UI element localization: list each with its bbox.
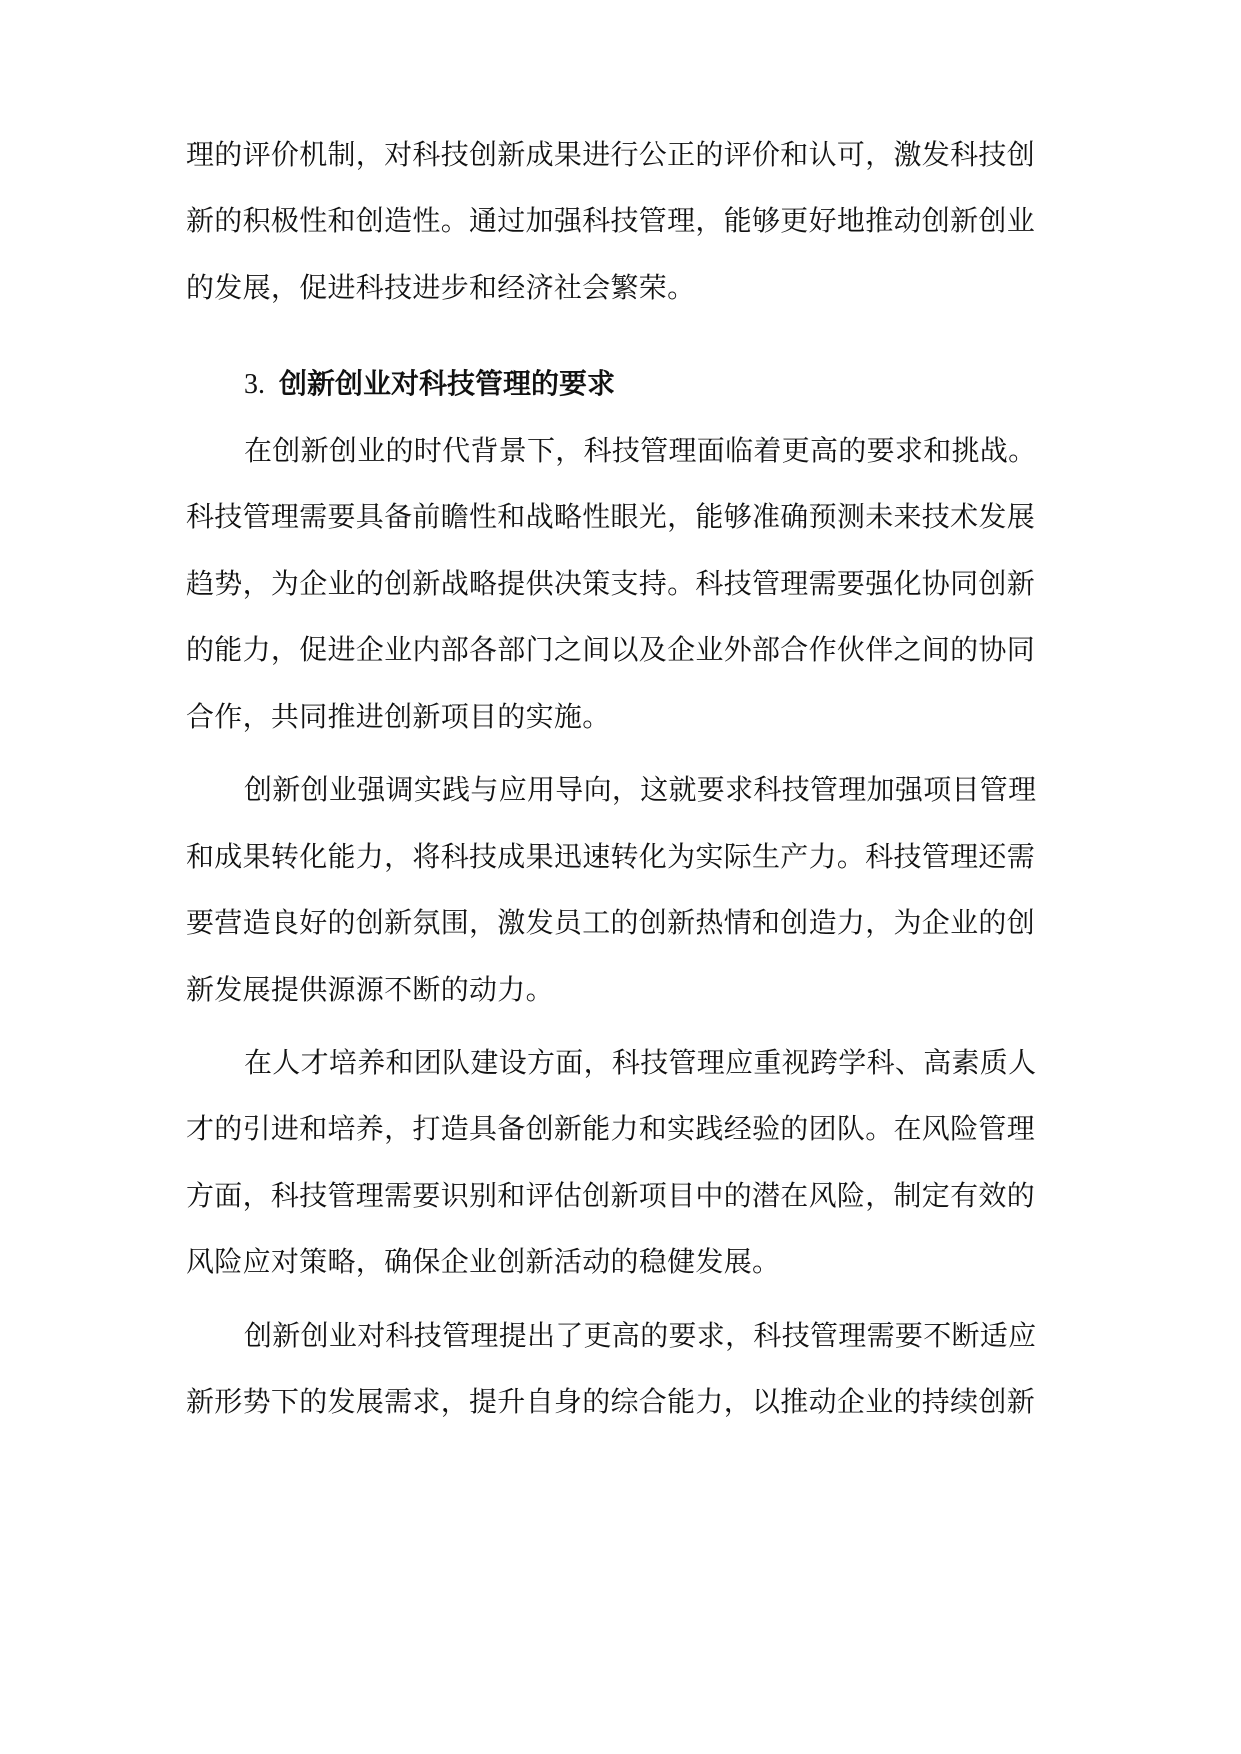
text-line: 合作，共同推进创新项目的实施。 xyxy=(186,700,611,733)
section-title: 创新创业对科技管理的要求 xyxy=(279,367,616,400)
text-line: 和成果转化能力，将科技成果迅速转化为实际生产力。科技管理还需 xyxy=(186,840,1036,873)
text-line: 新的积极性和创造性。通过加强科技管理，能够更好地推动创新创业 xyxy=(186,204,1036,237)
text-line: 新发展提供源源不断的动力。 xyxy=(186,973,554,1006)
text-line: 新形势下的发展需求，提升自身的综合能力，以推动企业的持续创新 xyxy=(186,1385,1036,1418)
text-line: 才的引进和培养，打造具备创新能力和实践经验的团队。在风险管理 xyxy=(186,1112,1036,1145)
text-line: 科技管理需要具备前瞻性和战略性眼光，能够准确预测未来技术发展 xyxy=(186,500,1036,533)
text-line: 方面，科技管理需要识别和评估创新项目中的潜在风险，制定有效的 xyxy=(186,1179,1036,1212)
text-line: 风险应对策略，确保企业创新活动的稳健发展。 xyxy=(186,1245,781,1278)
text-line: 趋势，为企业的创新战略提供决策支持。科技管理需要强化协同创新 xyxy=(186,567,1036,600)
text-line: 理的评价机制，对科技创新成果进行公正的评价和认可，激发科技创 xyxy=(186,138,1036,171)
text-line: 创新创业对科技管理提出了更高的要求，科技管理需要不断适应 xyxy=(244,1319,1037,1352)
text-line: 创新创业强调实践与应用导向，这就要求科技管理加强项目管理 xyxy=(244,773,1037,806)
text-line: 要营造良好的创新氛围，激发员工的创新热情和创造力，为企业的创 xyxy=(186,906,1036,939)
section-heading xyxy=(244,364,615,405)
text-line: 在人才培养和团队建设方面，科技管理应重视跨学科、高素质人 xyxy=(244,1046,1037,1079)
text-line: 的发展，促进科技进步和经济社会繁荣。 xyxy=(186,271,696,304)
text-line: 在创新创业的时代背景下，科技管理面临着更高的要求和挑战。 xyxy=(244,434,1037,467)
section-number: 3. xyxy=(244,369,265,400)
text-line: 的能力，促进企业内部各部门之间以及企业外部合作伙伴之间的协同 xyxy=(186,633,1036,666)
